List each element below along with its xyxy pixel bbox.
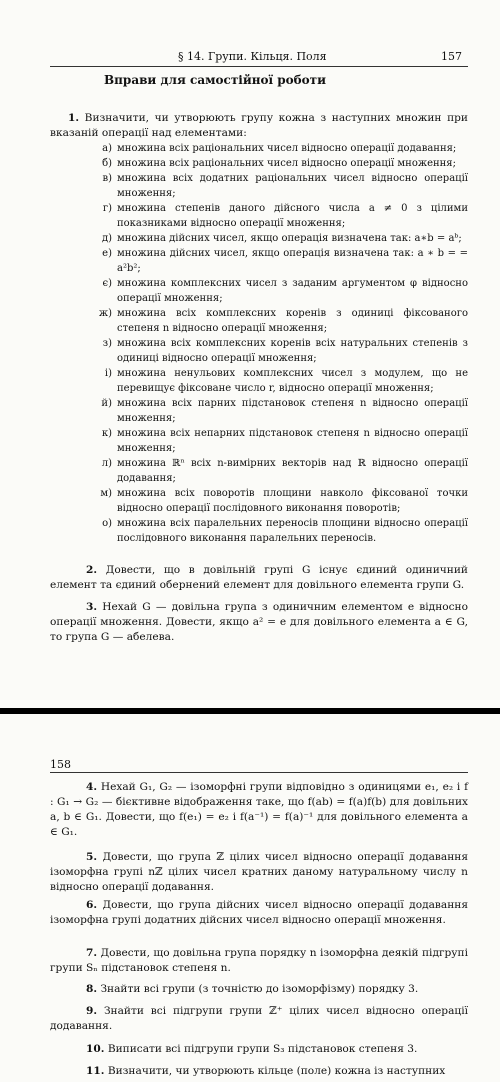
exercise-9 — [50, 1004, 468, 1034]
exercise-7 — [50, 946, 468, 976]
exercise-text: Виписати всі підгрупи групи S₃ підстановок степеня 3. — [107, 1043, 418, 1055]
exercise-5 — [50, 850, 468, 895]
item-list — [50, 141, 468, 546]
exercise-3 — [50, 600, 468, 645]
list-item — [50, 171, 468, 201]
exercise-number: 4. — [86, 781, 98, 793]
item-text: множина дійсних чисел, якщо операція визначена так: a∗b = aᵇ; — [117, 233, 462, 244]
item-label: в) — [102, 173, 112, 184]
list-item — [50, 246, 468, 276]
list-item — [50, 231, 468, 246]
exercise-1 — [50, 111, 468, 141]
item-label: к) — [101, 428, 112, 439]
running-header: § 14. Групи. Кільця. Поля — [178, 50, 327, 63]
exercise-text: Нехай G₁, G₂ — ізоморфні групи відповідно з одиницями e₁, e₂ і f : G₁ → G₂ — бієктивне відображення таке, що f(ab) = f(a)f(b) для довільних a, b ∈ G₁. Довести, що f(e₁) = e₂ і f(a⁻¹) = f(a)⁻¹ для довільного елемента a ∈ G₁. — [50, 781, 468, 838]
list-item — [50, 486, 468, 516]
list-item — [50, 516, 468, 546]
exercise-text: Довести, що група дійсних чисел відносно операції додавання ізоморфна групі додатних дійсних чисел відносно операції множення. — [50, 899, 468, 926]
item-label: є) — [102, 278, 112, 289]
exercise-text: Довести, що в довільній групі G існує єдиний одиничний елемент та єдиний обернений елемент для довільного елемента групи G. — [50, 564, 468, 591]
header-rule — [50, 66, 468, 67]
exercise-number: 6. — [86, 899, 98, 911]
list-item — [50, 306, 468, 336]
exercise-number: 8. — [86, 983, 98, 995]
item-label: г) — [102, 203, 112, 214]
item-text: множина всіх раціональних чисел відносно операції множення; — [117, 158, 456, 169]
item-label: й) — [101, 398, 112, 409]
item-text: множина дійсних чисел, якщо операція визначена так: a ∗ b = = a²b²; — [117, 248, 468, 274]
exercise-number: 2. — [86, 564, 98, 576]
page-number: 158 — [50, 758, 71, 771]
list-item — [50, 426, 468, 456]
exercise-11 — [50, 1064, 468, 1079]
exercise-number: 9. — [86, 1005, 98, 1017]
item-text: множина комплексних чисел з заданим аргументом φ відносно операції множення; — [117, 278, 468, 304]
list-item — [50, 336, 468, 366]
exercise-6 — [50, 898, 468, 928]
page-number: 157 — [441, 50, 462, 63]
item-label: а) — [102, 143, 112, 154]
list-item — [50, 456, 468, 486]
list-item — [50, 366, 468, 396]
exercise-text: Визначити, чи утворюють кільце (поле) кожна із наступних — [107, 1065, 446, 1077]
item-text: множина всіх непарних підстановок степеня n відносно операції множення; — [117, 428, 468, 454]
exercise-4 — [50, 780, 468, 840]
list-item — [50, 201, 468, 231]
exercise-number: 10. — [86, 1043, 105, 1055]
exercise-text: Довести, що група ℤ цілих чисел відносно операції додавання ізоморфна групі nℤ цілих чисел кратних даному натуральному числу n відносно операції додавання. — [50, 851, 468, 893]
exercise-number: 11. — [86, 1065, 105, 1077]
exercise-text: Знайти всі підгрупи групи ℤ⁺ цілих чисел відносно операції додавання. — [50, 1005, 468, 1032]
item-label: з) — [102, 338, 112, 349]
exercise-text: Нехай G — довільна група з одиничним елементом e відносно операції множення. Довести, якщо a² = e для довільного елемента a ∈ G, то група G — абелева. — [50, 601, 468, 643]
exercise-number: 1. — [68, 112, 80, 124]
item-text: множина ℝⁿ всіх n-вимірних векторів над ℝ відносно операції додавання; — [117, 458, 468, 484]
item-text: множина степенів даного дійсного числа a ≠ 0 з цілими показниками відносно операції множення; — [117, 203, 468, 229]
item-text: множина всіх поворотів площини навколо фіксованої точки відносно операції послідовного виконання поворотів; — [117, 488, 468, 514]
exercise-number: 3. — [86, 601, 98, 613]
exercise-8 — [50, 982, 468, 997]
list-item — [50, 276, 468, 306]
item-text: множина всіх комплексних коренів з одиниці фіксованого степеня n відносно операції множення; — [117, 308, 468, 334]
exercise-text: Довести, що довільна група порядку n ізоморфна деякій підгрупі групи Sₙ підстановок степеня n. — [50, 947, 468, 974]
page-158 — [0, 714, 500, 1082]
list-item — [50, 396, 468, 426]
item-label: і) — [104, 368, 112, 379]
exercise-number: 5. — [86, 851, 98, 863]
item-label: о) — [102, 518, 112, 529]
item-label: л) — [101, 458, 112, 469]
item-text: множина всіх комплексних коренів всіх натуральних степенів з одиниці відносно операції множення; — [117, 338, 468, 364]
item-text: множина ненульових комплексних чисел з модулем, що не перевищує фіксоване число r, відносно операції множення; — [117, 368, 468, 394]
header-rule — [50, 772, 468, 773]
list-item — [50, 141, 468, 156]
list-item — [50, 156, 468, 171]
exercise-10 — [50, 1042, 468, 1057]
item-text: множина всіх паралельних переносів площини відносно операції послідовного виконання паралельних переносів. — [117, 518, 468, 544]
exercise-number: 7. — [86, 947, 98, 959]
item-text: множина всіх раціональних чисел відносно операції додавання; — [117, 143, 457, 154]
exercise-text: Визначити, чи утворюють групу кожна з наступних множин при вказаній операції над елементами: — [50, 112, 468, 139]
item-label: м) — [100, 488, 112, 499]
item-label: е) — [102, 248, 112, 259]
exercise-2 — [50, 563, 468, 593]
item-label: б) — [102, 158, 112, 169]
item-text: множина всіх парних підстановок степеня n відносно операції множення; — [117, 398, 468, 424]
item-text: множина всіх додатних раціональних чисел відносно операції множення; — [117, 173, 468, 199]
section-title: Вправи для самостійної роботи — [104, 73, 326, 87]
item-label: д) — [101, 233, 112, 244]
exercise-text: Знайти всі групи (з точністю до ізоморфізму) порядку 3. — [100, 983, 419, 995]
item-label: ж) — [98, 308, 112, 319]
